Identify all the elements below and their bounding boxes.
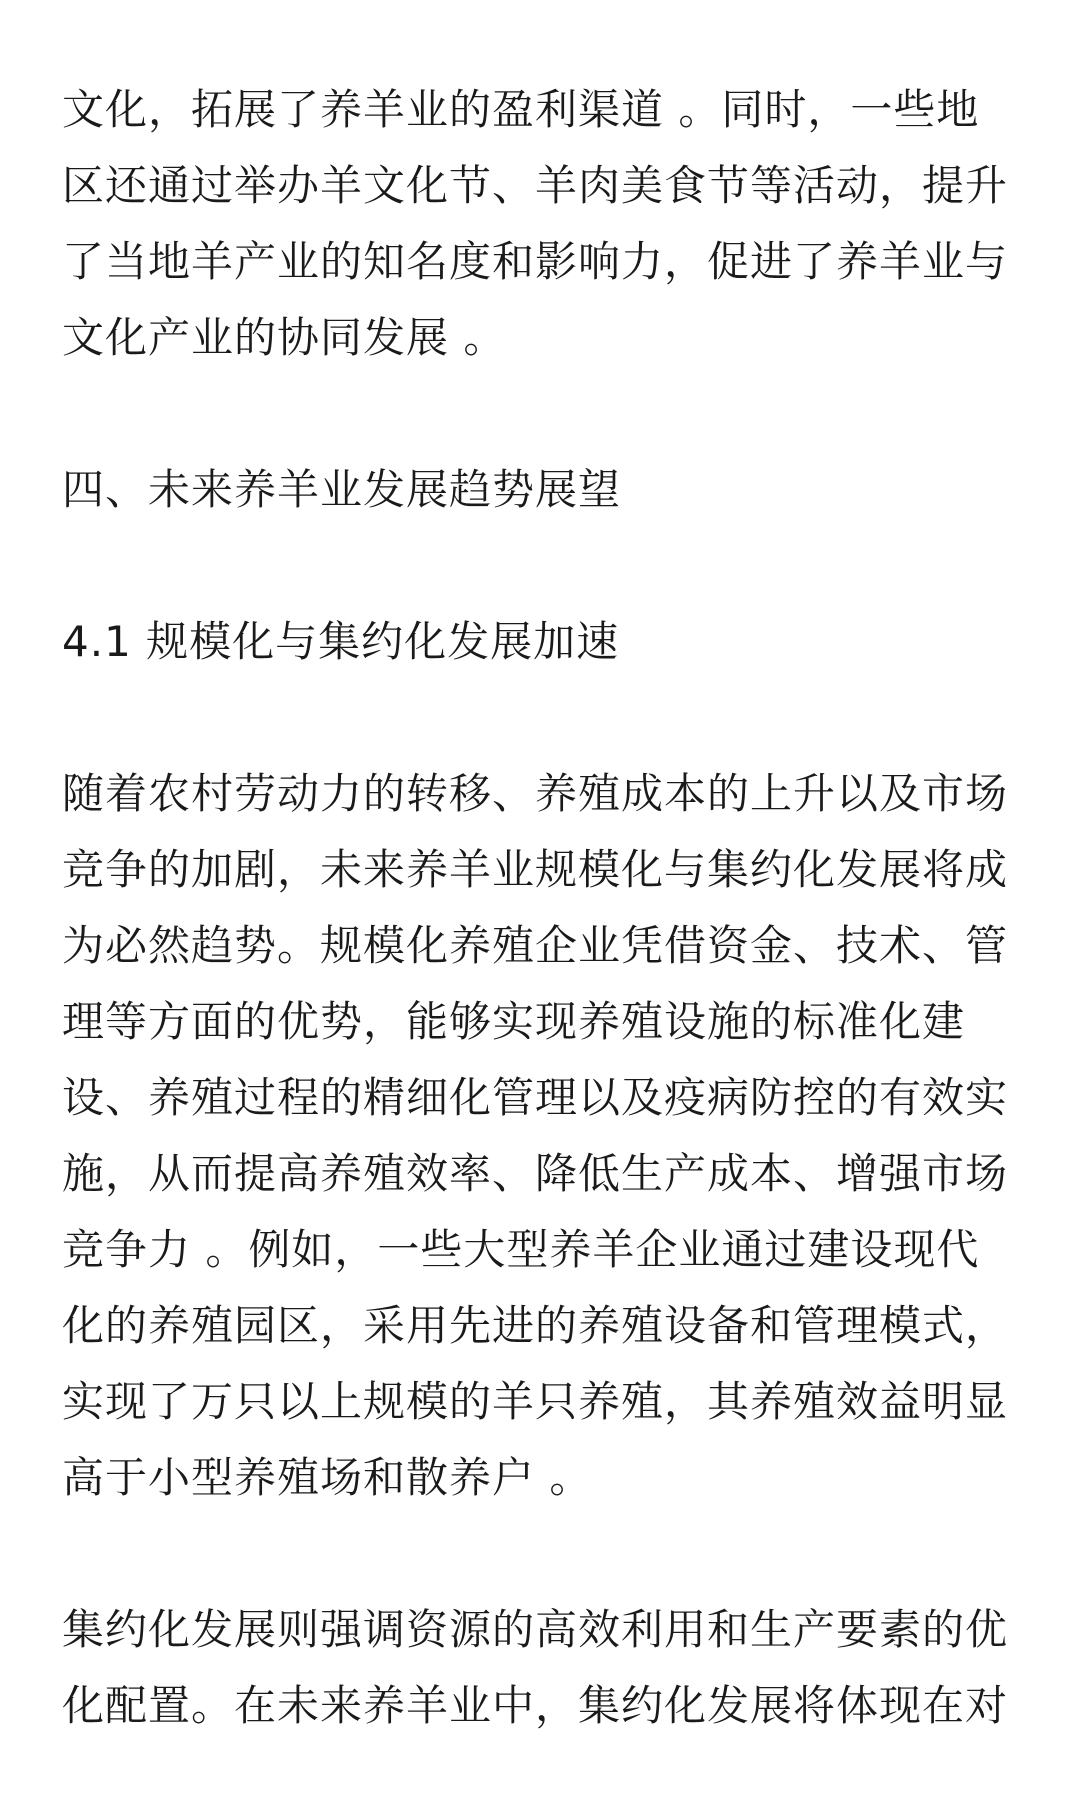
- section-heading-text: 四、未来养羊业发展趋势展望: [62, 465, 622, 514]
- text-line: 文化产业的协同发展 。: [62, 313, 507, 362]
- paragraph-spacer: [62, 528, 1022, 604]
- paragraph-intensive-development: [62, 1592, 1022, 1744]
- text-line: 化配置。在未来养羊业中，集约化发展将体现在对: [62, 1681, 1009, 1730]
- paragraph-culture-industry: [62, 72, 1022, 376]
- paragraph-spacer: [62, 1516, 1022, 1592]
- text-line: 集约化发展则强调资源的高效利用和生产要素的优: [62, 1605, 1009, 1654]
- text-line: 区还通过举办羊文化节、羊肉美食节等活动，提升: [62, 161, 1009, 210]
- text-line: 设、养殖过程的精细化管理以及疫病防控的有效实: [62, 1073, 1009, 1122]
- text-line: 施，从而提高养殖效率、降低生产成本、增强市场: [62, 1149, 1009, 1198]
- paragraph-spacer: [62, 680, 1022, 756]
- article-body: [62, 72, 1022, 1744]
- text-line: 高于小型养殖场和散养户 。: [62, 1453, 593, 1502]
- text-line: 随着农村劳动力的转移、养殖成本的上升以及市场: [62, 769, 1009, 818]
- subsection-heading: [62, 604, 1022, 680]
- text-line: 为必然趋势。规模化养殖企业凭借资金、技术、管: [62, 921, 1009, 970]
- text-line: 化的养殖园区，采用先进的养殖设备和管理模式，: [62, 1301, 1009, 1350]
- text-line: 实现了万只以上规模的羊只养殖，其养殖效益明显: [62, 1377, 1009, 1426]
- text-line: 文化，拓展了养羊业的盈利渠道 。同时，一些地: [62, 85, 980, 134]
- subsection-heading-text: 4.1 规模化与集约化发展加速: [62, 617, 620, 666]
- text-line: 竞争力 。例如，一些大型养羊企业通过建设现代: [62, 1225, 980, 1274]
- text-line: 竞争的加剧，未来养羊业规模化与集约化发展将成: [62, 845, 1009, 894]
- text-line: 理等方面的优势，能够实现养殖设施的标准化建: [62, 997, 966, 1046]
- section-heading: [62, 452, 1022, 528]
- paragraph-spacer: [62, 376, 1022, 452]
- paragraph-scale-development: [62, 756, 1022, 1516]
- text-line: 了当地羊产业的知名度和影响力，促进了养羊业与: [62, 237, 1009, 286]
